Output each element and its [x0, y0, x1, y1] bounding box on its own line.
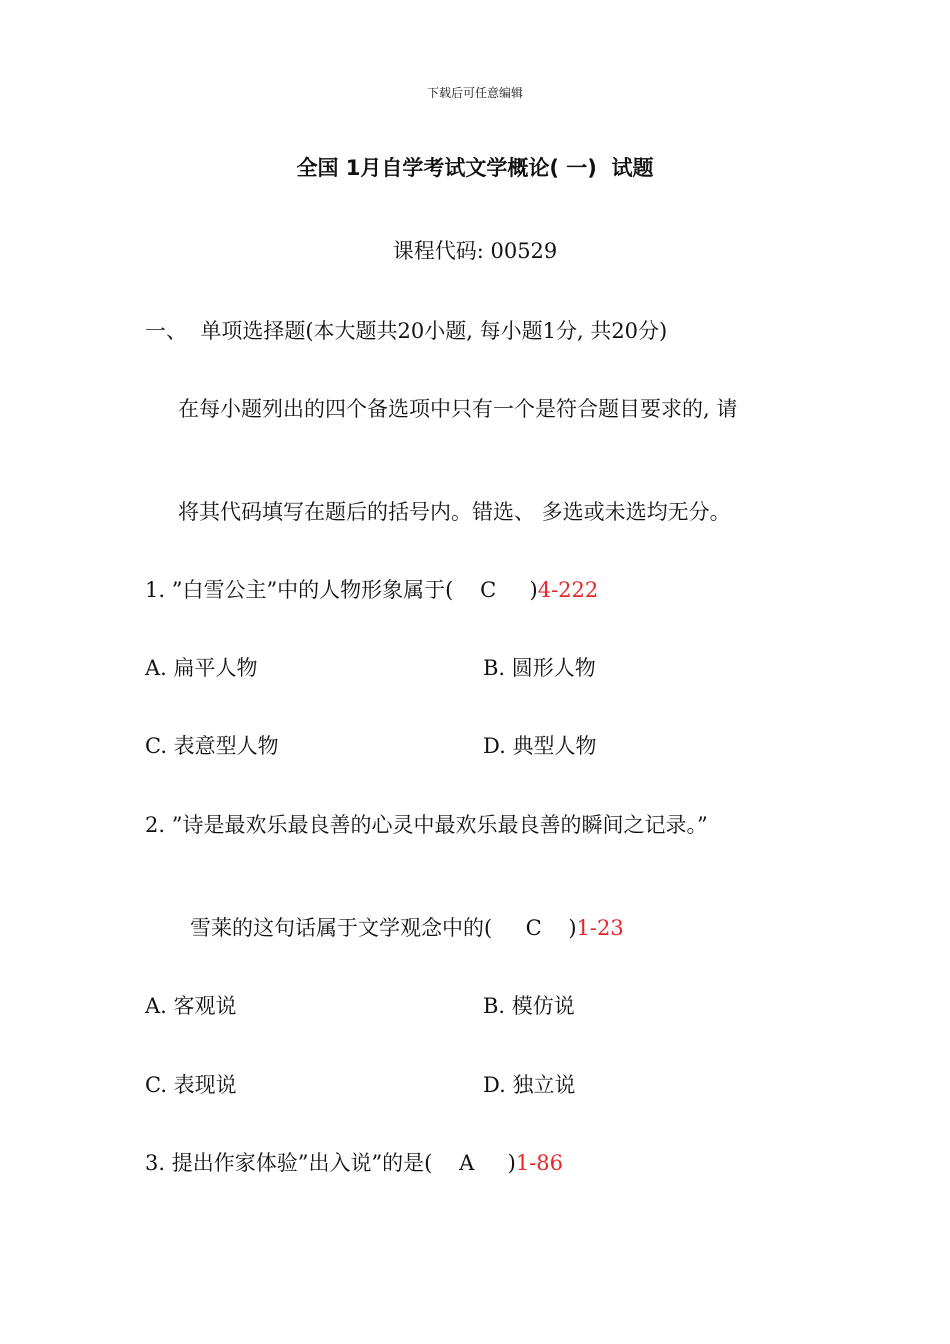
- question-1-option-a: A. 扁平人物: [145, 656, 258, 680]
- question-2-stem: 2. ”诗是最欢乐最良善的心灵中最欢乐最良善的瞬间之记录。”: [145, 813, 708, 837]
- question-2-option-c: C. 表现说: [145, 1073, 237, 1097]
- question-2-stem-cont: [190, 918, 624, 939]
- page-title: 全国 1月自学考试文学概论( 一) 试题: [296, 156, 654, 180]
- question-3-stem: [145, 1153, 563, 1174]
- question-1-ref: 4-222: [537, 578, 599, 602]
- header-note: 下载后可任意编辑: [426, 86, 523, 100]
- question-1-stem: [145, 580, 598, 601]
- question-3-ref: 1-86: [515, 1151, 563, 1175]
- instruction-line-2: 将其代码填写在题后的括号内。错选、 多选或未选均无分。: [178, 500, 731, 524]
- question-3-text: 3. 提出作家体验”出入说”的是( A ): [145, 1151, 516, 1175]
- question-1-text: 1. ”白雪公主”中的人物形象属于( C ): [145, 578, 538, 602]
- question-2-option-a: A. 客观说: [145, 994, 237, 1018]
- question-2-option-b: B. 模仿说: [483, 994, 575, 1018]
- question-1-option-d: D. 典型人物: [483, 734, 597, 758]
- question-2-ref: 1-23: [576, 916, 624, 940]
- question-1-option-b: B. 圆形人物: [483, 656, 596, 680]
- question-2-option-d: D. 独立说: [483, 1073, 576, 1097]
- course-code: 课程代码: 00529: [392, 239, 558, 263]
- section-heading: 一、 单项选择题(本大题共20小题, 每小题1分, 共20分): [145, 319, 668, 343]
- question-2-text: 雪莱的这句话属于文学观念中的( C ): [190, 916, 577, 940]
- instruction-line-1: 在每小题列出的四个备选项中只有一个是符合题目要求的, 请: [178, 397, 738, 421]
- question-1-option-c: C. 表意型人物: [145, 734, 279, 758]
